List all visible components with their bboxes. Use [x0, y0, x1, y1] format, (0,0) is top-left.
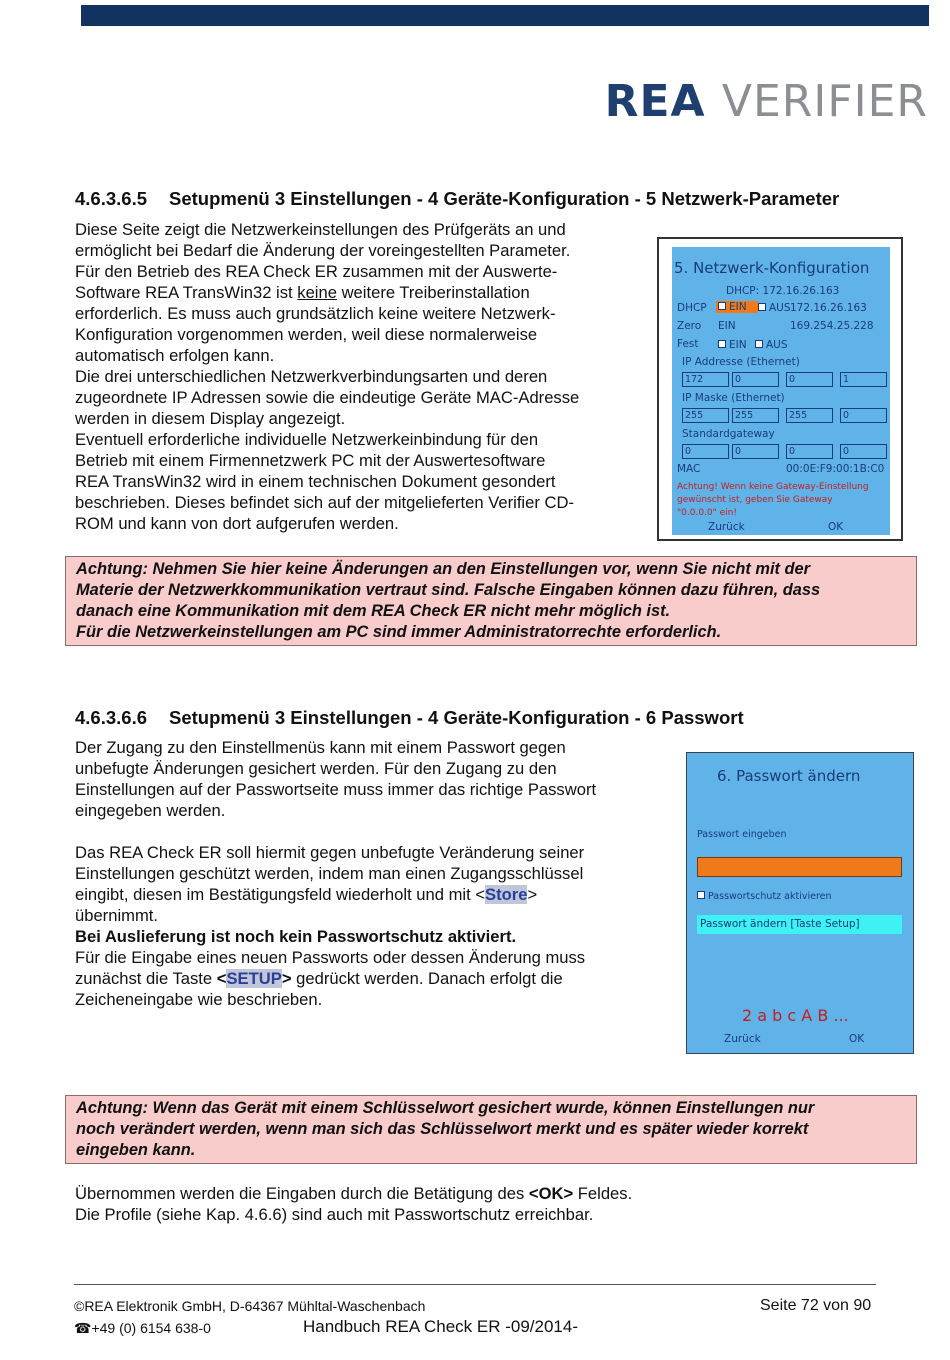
- gateway-field[interactable]: 0: [840, 444, 887, 459]
- dhcp-label: DHCP: [677, 302, 707, 314]
- gateway-warning: "0.0.0.0" ein!: [677, 508, 737, 518]
- underlined-word: keine: [297, 283, 337, 302]
- spacer: [75, 821, 596, 842]
- mask-field[interactable]: 0: [840, 408, 887, 423]
- password-label: Passwort eingeben: [697, 829, 787, 840]
- fest-aus-option[interactable]: [755, 339, 788, 351]
- header-bar: [81, 5, 929, 26]
- option-label: EIN: [729, 301, 747, 313]
- mac-label: MAC: [677, 463, 701, 475]
- text-line: Die drei unterschiedlichen Netzwerkverbindungsarten und deren: [75, 367, 548, 386]
- zero-label: Zero: [677, 320, 702, 332]
- checkbox-icon: [697, 891, 705, 899]
- option-label: EIN: [729, 339, 747, 351]
- text-line: Konfiguration vorgenommen werden, weil diese normalerweise: [75, 325, 538, 344]
- text-span: Übernommen werden die Eingaben durch die Betätigung des: [75, 1184, 525, 1203]
- text-line: eingegeben werden.: [75, 801, 226, 820]
- gateway-warning: gewünscht ist, geben Sie Gateway: [677, 495, 833, 505]
- text-line: [75, 968, 596, 989]
- brand-logo: [605, 76, 928, 127]
- footer-page-number: Seite 72 von 90: [760, 1297, 872, 1314]
- gateway-warning: Achtung! Wenn keine Gateway-Einstellung: [677, 482, 869, 492]
- text-line: Eventuell erforderliche individuelle Netzwerkeinbindung für den: [75, 430, 539, 449]
- text-span: <: [216, 969, 227, 988]
- warning-line: eingeben kann.: [76, 1141, 196, 1159]
- password-input[interactable]: [697, 857, 902, 877]
- fest-ein-option[interactable]: [718, 339, 747, 351]
- footer-company: ©REA Elektronik GmbH, D-64367 Mühltal-Waschenbach: [74, 1298, 426, 1314]
- section1-text: [75, 219, 579, 534]
- option-label: AUS: [766, 339, 788, 351]
- text-line: Diese Seite zeigt die Netzwerkeinstellungen des Prüfgeräts an und: [75, 220, 566, 239]
- text-line: Für den Betrieb des REA Check ER zusammen mit der Auswerte-: [75, 262, 558, 281]
- text-line: Einstellungen auf der Passwortseite muss immer das richtige Passwort: [75, 780, 597, 799]
- warning-line: Für die Netzwerkeinstellungen am PC sind immer Administratorrechte erforderlich.: [76, 623, 722, 641]
- text-line: Zeicheneingabe wie beschrieben.: [75, 990, 323, 1009]
- dhcp-status: DHCP: 172.16.26.163: [726, 285, 840, 297]
- gateway-field[interactable]: 0: [682, 444, 729, 459]
- footer-phone: ☎+49 (0) 6154 638-0: [74, 1320, 211, 1336]
- network-config-screenshot: [657, 237, 903, 541]
- text-span: zunächst die Taste: [75, 969, 213, 988]
- text-span: gedrückt werden. Danach erfolgt die: [296, 969, 563, 988]
- dhcp-ip: 172.16.26.163: [790, 302, 867, 314]
- warning-line: danach eine Kommunikation mit dem REA Check ER nicht mehr möglich ist.: [76, 602, 671, 620]
- text-line: erforderlich. Es muss auch grundsätzlich keine weitere Netzwerk-: [75, 304, 556, 323]
- text-line: REA TransWin32 wird in einem technischen Dokument gesondert: [75, 472, 556, 491]
- ok-button[interactable]: OK: [849, 1033, 865, 1045]
- fest-label: Fest: [677, 338, 699, 350]
- text-line: unbefugte Änderungen gesichert werden. Für den Zugang zu den: [75, 759, 557, 778]
- zero-ip: 169.254.25.228: [790, 320, 874, 332]
- mask-field[interactable]: 255: [682, 408, 729, 423]
- text-line: automatisch erfolgen kann.: [75, 346, 275, 365]
- back-button[interactable]: Zurück: [708, 521, 745, 533]
- mac-value: 00:0E:F9:00:1B:C0: [786, 463, 885, 475]
- gateway-label: Standardgateway: [682, 428, 775, 440]
- ip-field[interactable]: 0: [732, 372, 779, 387]
- ok-key: <OK>: [528, 1184, 574, 1203]
- text-line: Der Zugang zu den Einstellmenüs kann mit einem Passwort gegen: [75, 738, 566, 757]
- warning-box-1: [65, 556, 917, 646]
- warning-box-2: [65, 1095, 917, 1164]
- brand-part1: REA: [604, 76, 706, 127]
- section-title: Setupmenü 3 Einstellungen - 4 Geräte-Konfiguration - 6 Passwort: [169, 707, 744, 728]
- closing-text: [75, 1183, 632, 1225]
- section-number: 4.6.3.6.6: [75, 707, 148, 728]
- section-number: 4.6.3.6.5: [75, 188, 148, 209]
- text-line: werden in diesem Display angezeigt.: [75, 409, 346, 428]
- ok-button[interactable]: OK: [828, 521, 844, 533]
- device-screen: [672, 247, 890, 535]
- option-label: AUS: [769, 302, 791, 314]
- footer-manual-title: Handbuch REA Check ER -09/2014-: [303, 1317, 578, 1336]
- ip-field[interactable]: 0: [786, 372, 833, 387]
- text-line: ROM und kann von dort aufgerufen werden.: [75, 514, 399, 533]
- text-line: Die Profile (siehe Kap. 4.6.6) sind auch mit Passwortschutz erreichbar.: [75, 1205, 594, 1224]
- checkbox-icon: [718, 302, 726, 310]
- section2-text: [75, 737, 596, 1010]
- screen-title: 6. Passwort ändern: [717, 767, 861, 785]
- bold-note: Bei Auslieferung ist noch kein Passwortschutz aktiviert.: [75, 927, 517, 946]
- checkbox-icon: [755, 340, 763, 348]
- password-screenshot: [686, 752, 914, 1054]
- text-line: Für die Eingabe eines neuen Passworts oder dessen Änderung muss: [75, 948, 586, 967]
- dhcp-aus-option[interactable]: [758, 302, 791, 314]
- text-span: >: [281, 969, 292, 988]
- footer-divider: [74, 1284, 876, 1285]
- warning-line: Materie der Netzwerkkommunikation vertraut sind. Falsche Eingaben können dazu führen, dass: [76, 581, 821, 599]
- text-span: weitere Treiberinstallation: [341, 283, 530, 302]
- change-password-button[interactable]: Passwort ändern [Taste Setup]: [697, 915, 902, 934]
- text-line: beschrieben. Dieses befindet sich auf der mitgelieferten Verifier CD-: [75, 493, 574, 512]
- checkbox-icon: [758, 303, 766, 311]
- setup-key: SETUP: [226, 969, 282, 988]
- ip-field[interactable]: 172: [682, 372, 729, 387]
- gateway-field[interactable]: 0: [732, 444, 779, 459]
- password-protection-checkbox[interactable]: [697, 891, 832, 902]
- text-span: Feldes.: [577, 1184, 633, 1203]
- gateway-field[interactable]: 0: [786, 444, 833, 459]
- text-line: Betrieb mit einem Firmennetzwerk PC mit der Auswertesoftware: [75, 451, 546, 470]
- text-span: eingibt, diesen im Bestätigungsfeld wiederholt und mit <: [75, 885, 486, 904]
- checkbox-label: Passwortschutz aktivieren: [708, 891, 832, 902]
- section-heading-1: [75, 188, 839, 210]
- text-line: Einstellungen geschützt werden, indem man einen Zugangsschlüssel: [75, 864, 584, 883]
- warning-line: Achtung: Nehmen Sie hier keine Änderungen an den Einstellungen vor, wenn Sie nicht mit der: [76, 560, 811, 578]
- text-span: Software REA TransWin32 ist: [75, 283, 293, 302]
- text-line: zugeordnete IP Adressen sowie die eindeutige Geräte MAC-Adresse: [75, 388, 580, 407]
- dhcp-ein-option[interactable]: [716, 301, 758, 313]
- ip-label: IP Addresse (Ethernet): [682, 356, 800, 368]
- mask-label: IP Maske (Ethernet): [682, 392, 785, 404]
- text-line: [75, 884, 596, 905]
- mask-field[interactable]: 255: [732, 408, 779, 423]
- text-span: >: [527, 885, 538, 904]
- screen-title: 5. Netzwerk-Konfiguration: [674, 259, 870, 277]
- character-selection[interactable]: 2 a b c A B ...: [742, 1006, 849, 1025]
- ip-field[interactable]: 1: [840, 372, 887, 387]
- back-button[interactable]: Zurück: [724, 1033, 761, 1045]
- zero-ein: EIN: [718, 320, 736, 332]
- section-heading-2: [75, 707, 744, 729]
- store-key: Store: [485, 885, 528, 904]
- text-line: übernimmt.: [75, 906, 158, 925]
- brand-part2: VERIFIER: [721, 76, 928, 127]
- text-line: ermöglicht bei Bedarf die Änderung der voreingestellten Parameter.: [75, 241, 571, 260]
- section-title: Setupmenü 3 Einstellungen - 4 Geräte-Konfiguration - 5 Netzwerk-Parameter: [169, 188, 840, 209]
- text-line: [75, 282, 579, 303]
- mask-field[interactable]: 255: [786, 408, 833, 423]
- warning-line: noch verändert werden, wenn man sich das Schlüsselwort merkt und es später wieder korrekt: [76, 1120, 809, 1138]
- checkbox-icon: [718, 340, 726, 348]
- warning-line: Achtung: Wenn das Gerät mit einem Schlüsselwort gesichert wurde, können Einstellungen nur: [76, 1099, 815, 1117]
- text-line: [75, 1183, 632, 1204]
- text-line: Das REA Check ER soll hiermit gegen unbefugte Veränderung seiner: [75, 843, 585, 862]
